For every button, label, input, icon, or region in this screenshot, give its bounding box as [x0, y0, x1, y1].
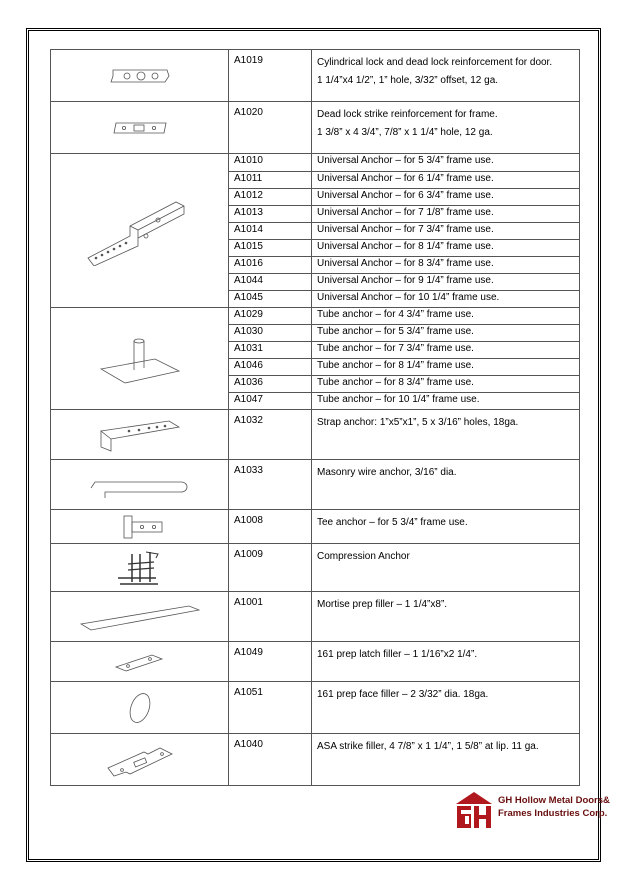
description-line: Tube anchor – for 10 1/4” frame use.	[317, 394, 480, 405]
description-line: Universal Anchor – for 10 1/4” frame use.	[317, 292, 500, 303]
description-line: Dead lock strike reinforcement for frame.	[317, 109, 498, 120]
description-cell	[312, 325, 580, 342]
description-line: Tube anchor – for 8 1/4” frame use.	[317, 360, 474, 371]
description-line: Tube anchor – for 7 3/4” frame use.	[317, 343, 474, 354]
gh-logo-mark	[452, 788, 496, 832]
code-cell	[229, 172, 312, 189]
table-row	[51, 102, 580, 154]
code-cell	[229, 240, 312, 257]
description-line: Universal Anchor – for 5 3/4” frame use.	[317, 155, 494, 166]
part-code: A1014	[234, 224, 263, 235]
description-line: Universal Anchor – for 9 1/4” frame use.	[317, 275, 494, 286]
description-cell	[312, 240, 580, 257]
code-cell	[229, 274, 312, 291]
description-line: Tee anchor – for 5 3/4” frame use.	[317, 517, 468, 528]
description-line: Universal Anchor – for 8 1/4” frame use.	[317, 241, 494, 252]
part-code: A1015	[234, 241, 263, 252]
table-row	[51, 410, 580, 460]
table-row	[51, 734, 580, 786]
reinforcement-door-image	[51, 50, 229, 102]
part-code: A1046	[234, 360, 263, 371]
description-line: Cylindrical lock and dead lock reinforcement for door.	[317, 57, 553, 68]
description-line: Tube anchor – for 5 3/4” frame use.	[317, 326, 474, 337]
table-row	[51, 682, 580, 734]
table-row	[51, 50, 580, 102]
description-line: 161 prep face filler – 2 3/32” dia. 18ga.	[317, 689, 489, 700]
part-code: A1032	[234, 415, 263, 426]
description-cell	[312, 410, 580, 460]
strap-anchor-image	[51, 410, 229, 460]
description-line: Universal Anchor – for 6 3/4” frame use.	[317, 190, 494, 201]
description-line: 1 3/8” x 4 3/4”, 7/8” x 1 1/4” hole, 12 ga.	[317, 127, 493, 138]
code-cell	[229, 642, 312, 682]
tube-anchor-image	[51, 308, 229, 410]
code-cell	[229, 682, 312, 734]
code-cell	[229, 50, 312, 102]
description-line: Universal Anchor – for 7 3/4” frame use.	[317, 224, 494, 235]
part-code: A1008	[234, 515, 263, 526]
description-cell	[312, 223, 580, 240]
table-row	[51, 308, 580, 325]
part-code: A1013	[234, 207, 263, 218]
description-cell	[312, 592, 580, 642]
description-cell	[312, 308, 580, 325]
table-row	[51, 510, 580, 544]
description-line: Compression Anchor	[317, 551, 410, 562]
part-code: A1045	[234, 292, 263, 303]
part-code: A1029	[234, 309, 263, 320]
description-cell	[312, 393, 580, 410]
description-line: Universal Anchor – for 6 1/4” frame use.	[317, 173, 494, 184]
code-cell	[229, 592, 312, 642]
description-cell	[312, 342, 580, 359]
code-cell	[229, 206, 312, 223]
description-cell	[312, 460, 580, 510]
part-code: A1051	[234, 687, 263, 698]
description-cell	[312, 102, 580, 154]
description-line: Strap anchor: 1”x5”x1”, 5 x 3/16” holes, 18ga.	[317, 417, 519, 428]
part-code: A1016	[234, 258, 263, 269]
table-row	[51, 544, 580, 592]
company-logo	[452, 788, 610, 834]
code-cell	[229, 510, 312, 544]
description-cell	[312, 291, 580, 308]
code-cell	[229, 102, 312, 154]
table-row	[51, 460, 580, 510]
part-code: A1033	[234, 465, 263, 476]
description-cell	[312, 50, 580, 102]
part-code: A1012	[234, 190, 263, 201]
part-code: A1020	[234, 107, 263, 118]
table-row	[51, 642, 580, 682]
part-code: A1031	[234, 343, 263, 354]
code-cell	[229, 460, 312, 510]
description-cell	[312, 359, 580, 376]
description-cell	[312, 172, 580, 189]
description-line: Universal Anchor – for 7 1/8” frame use.	[317, 207, 494, 218]
latch-filler-image	[51, 642, 229, 682]
code-cell	[229, 308, 312, 325]
code-cell	[229, 257, 312, 274]
code-cell	[229, 223, 312, 240]
code-cell	[229, 359, 312, 376]
part-code: A1049	[234, 647, 263, 658]
description-cell	[312, 734, 580, 786]
description-line: ASA strike filler, 4 7/8” x 1 1/4”, 1 5/8” at lip. 11 ga.	[317, 741, 539, 752]
part-code: A1044	[234, 275, 263, 286]
description-line: 1 1/4”x4 1/2”, 1” hole, 3/32” offset, 12 ga.	[317, 75, 499, 86]
asa-strike-filler-image	[51, 734, 229, 786]
mortise-prep-filler-image	[51, 592, 229, 642]
code-cell	[229, 410, 312, 460]
description-line: 161 prep latch filler – 1 1/16”x2 1/4”.	[317, 649, 478, 660]
description-cell	[312, 642, 580, 682]
part-code: A1001	[234, 597, 263, 608]
strike-reinforcement-image	[51, 102, 229, 154]
code-cell	[229, 291, 312, 308]
description-cell	[312, 154, 580, 172]
part-code: A1047	[234, 394, 263, 405]
compression-anchor-image	[51, 544, 229, 592]
description-line: Universal Anchor – for 8 3/4” frame use.	[317, 258, 494, 269]
description-cell	[312, 682, 580, 734]
code-cell	[229, 342, 312, 359]
code-cell	[229, 189, 312, 206]
part-code: A1011	[234, 173, 263, 184]
tee-anchor-image	[51, 510, 229, 544]
description-cell	[312, 206, 580, 223]
code-cell	[229, 325, 312, 342]
part-code: A1019	[234, 55, 263, 66]
part-code: A1010	[234, 155, 263, 166]
code-cell	[229, 376, 312, 393]
code-cell	[229, 393, 312, 410]
code-cell	[229, 544, 312, 592]
description-cell	[312, 189, 580, 206]
description-cell	[312, 257, 580, 274]
masonry-wire-anchor-image	[51, 460, 229, 510]
parts-table	[50, 49, 580, 786]
description-line: Masonry wire anchor, 3/16” dia.	[317, 467, 457, 478]
description-cell	[312, 376, 580, 393]
logo-line-1: GH Hollow Metal Doors&	[498, 795, 610, 806]
table-row	[51, 154, 580, 172]
part-code: A1009	[234, 549, 263, 560]
code-cell	[229, 154, 312, 172]
description-cell	[312, 274, 580, 291]
part-code: A1040	[234, 739, 263, 750]
description-line: Mortise prep filler – 1 1/4”x8”.	[317, 599, 448, 610]
table-row	[51, 592, 580, 642]
face-filler-image	[51, 682, 229, 734]
description-cell	[312, 510, 580, 544]
logo-line-2: Frames Industries Corp.	[498, 808, 608, 819]
description-cell	[312, 544, 580, 592]
description-line: Tube anchor – for 8 3/4” frame use.	[317, 377, 474, 388]
part-code: A1030	[234, 326, 263, 337]
part-code: A1036	[234, 377, 263, 388]
description-line: Tube anchor – for 4 3/4” frame use.	[317, 309, 474, 320]
code-cell	[229, 734, 312, 786]
universal-anchor-image	[51, 154, 229, 308]
